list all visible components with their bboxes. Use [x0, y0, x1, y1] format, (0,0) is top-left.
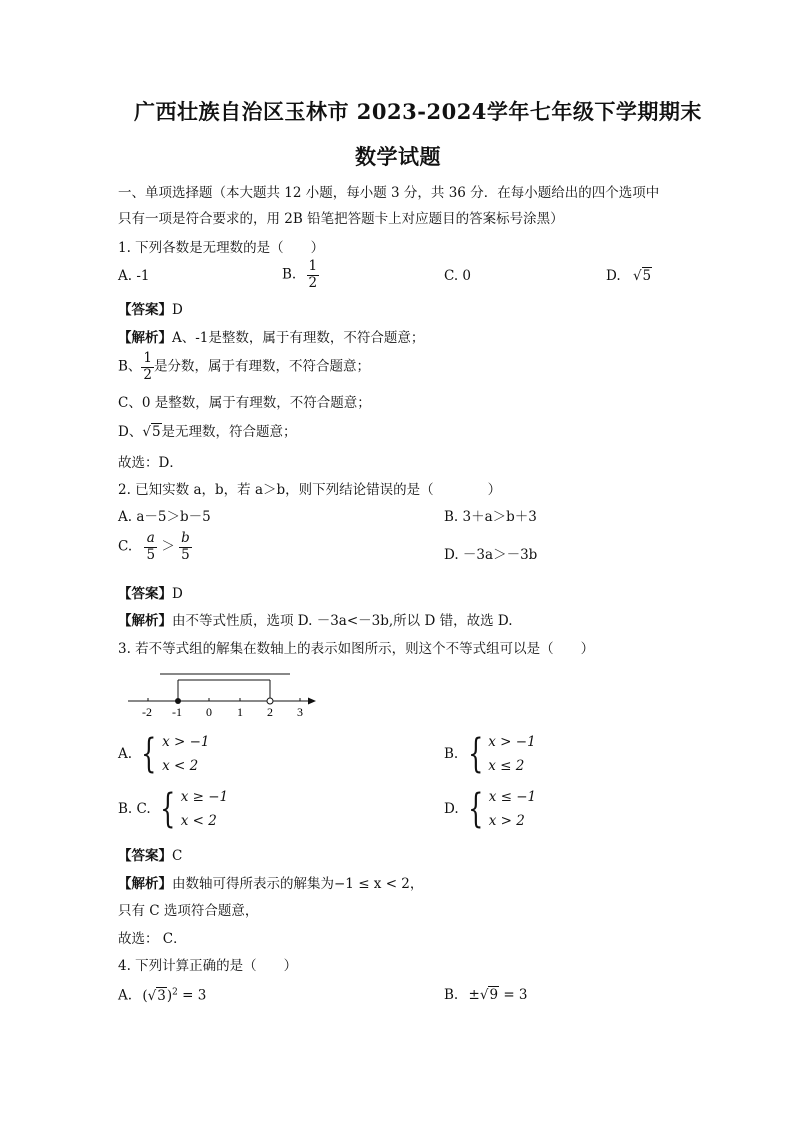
axis-arrow-icon — [308, 698, 316, 705]
sqrt-symbol-icon: √9 — [479, 987, 499, 1003]
open-dot-icon — [267, 698, 273, 704]
q3-stem: 3. 若不等式组的解集在数轴上的表示如图所示，则这个不等式组可以是（ ） — [118, 641, 595, 657]
q3-option-d: D. { x ≤ −1 x > 2 — [444, 786, 537, 832]
left-brace-icon: { — [468, 786, 484, 832]
q3-option-b: B. { x > −1 x ≤ 2 — [444, 731, 536, 777]
q2-option-b: B. 3＋a＞b＋3 — [444, 509, 537, 525]
q3-answer: 【答案】C — [118, 848, 183, 864]
sqrt-symbol-icon: √5 — [142, 424, 161, 440]
q1-analysis-a: 【解析】A、-1是整数，属于有理数，不符合题意； — [118, 330, 425, 346]
q1-option-c: C. 0 — [444, 268, 472, 284]
axis-label: -2 — [142, 705, 152, 719]
axis-label: -1 — [172, 705, 182, 719]
q3-analysis: 【解析】由数轴可得所表示的解集为−1 ≤ x < 2， — [118, 876, 424, 892]
q4-stem: 4. 下列计算正确的是（ ） — [118, 958, 298, 974]
q3-conclusion: 故选： C． — [118, 931, 187, 947]
q1-answer: 【答案】D — [118, 302, 183, 318]
q2-option-c: C. $\frac{a}{5}$ ＞ $\frac{b}{5}$ — [118, 530, 190, 563]
page-title: 广西壮族自治区玉林市 2023-2024学年七年级下学期期末 — [134, 99, 702, 124]
q1-conclusion: 故选：D． — [118, 455, 183, 471]
axis-label: 2 — [267, 705, 273, 719]
q3-option-a: A. { x > −1 x < 2 — [118, 731, 210, 777]
sqrt-symbol-icon: √5 — [632, 268, 652, 284]
filled-dot-icon — [175, 698, 181, 704]
axis-label: 1 — [237, 705, 243, 719]
page-subtitle: 数学试题 — [355, 144, 441, 169]
axis-label: 3 — [297, 705, 303, 719]
q3-analysis-line2: 只有 C 选项符合题意， — [118, 903, 259, 919]
q2-answer: 【答案】D — [118, 586, 183, 602]
q1-stem: 1. 下列各数是无理数的是（ ） — [118, 240, 325, 256]
q1-analysis-b: B、 $\frac{1}{2}$ 是分数，属于有理数，不符合题意； — [118, 350, 371, 383]
q1-option-d: D. √5 — [606, 268, 652, 284]
q1-option-a: A. -1 — [118, 268, 150, 284]
q4-option-a: A. $(√3)^2 = 3$ — [118, 987, 207, 1004]
axis-label: 0 — [206, 705, 212, 719]
number-line-figure — [118, 660, 328, 722]
left-brace-icon: { — [160, 786, 176, 832]
q4-option-b: B. ±√9 = 3 — [444, 987, 528, 1003]
q2-option-a: A. a－5＞b－5 — [118, 509, 211, 525]
q1-analysis-d: D、√5是无理数，符合题意； — [118, 424, 297, 440]
q3-option-c: B. C. { x ≥ −1 x < 2 — [118, 786, 229, 832]
sqrt-symbol-icon: √3 — [147, 987, 166, 1004]
q1-analysis-c: C、0 是整数，属于有理数，不符合题意； — [118, 395, 371, 411]
left-brace-icon: { — [141, 731, 157, 777]
q2-analysis: 【解析】由不等式性质，选项 D. －3a<－3b,所以 D 错，故选 D. — [118, 613, 513, 629]
q1-option-b: B. $\frac{1}{2}$ — [282, 258, 318, 291]
section-heading-line1: 一、单项选择题（本大题共 12 小题，每小题 3 分，共 36 分．在每小题给出的四个选项中 — [118, 185, 660, 201]
section-heading-line2: 只有一项是符合要求的，用 2B 铅笔把答题卡上对应题目的答案标号涂黑） — [118, 211, 564, 227]
q2-option-d: D. －3a＞－3b — [444, 547, 538, 563]
left-brace-icon: { — [467, 731, 483, 777]
q2-stem: 2. 已知实数 a，b，若 a＞b，则下列结论错误的是（ ） — [118, 482, 502, 498]
